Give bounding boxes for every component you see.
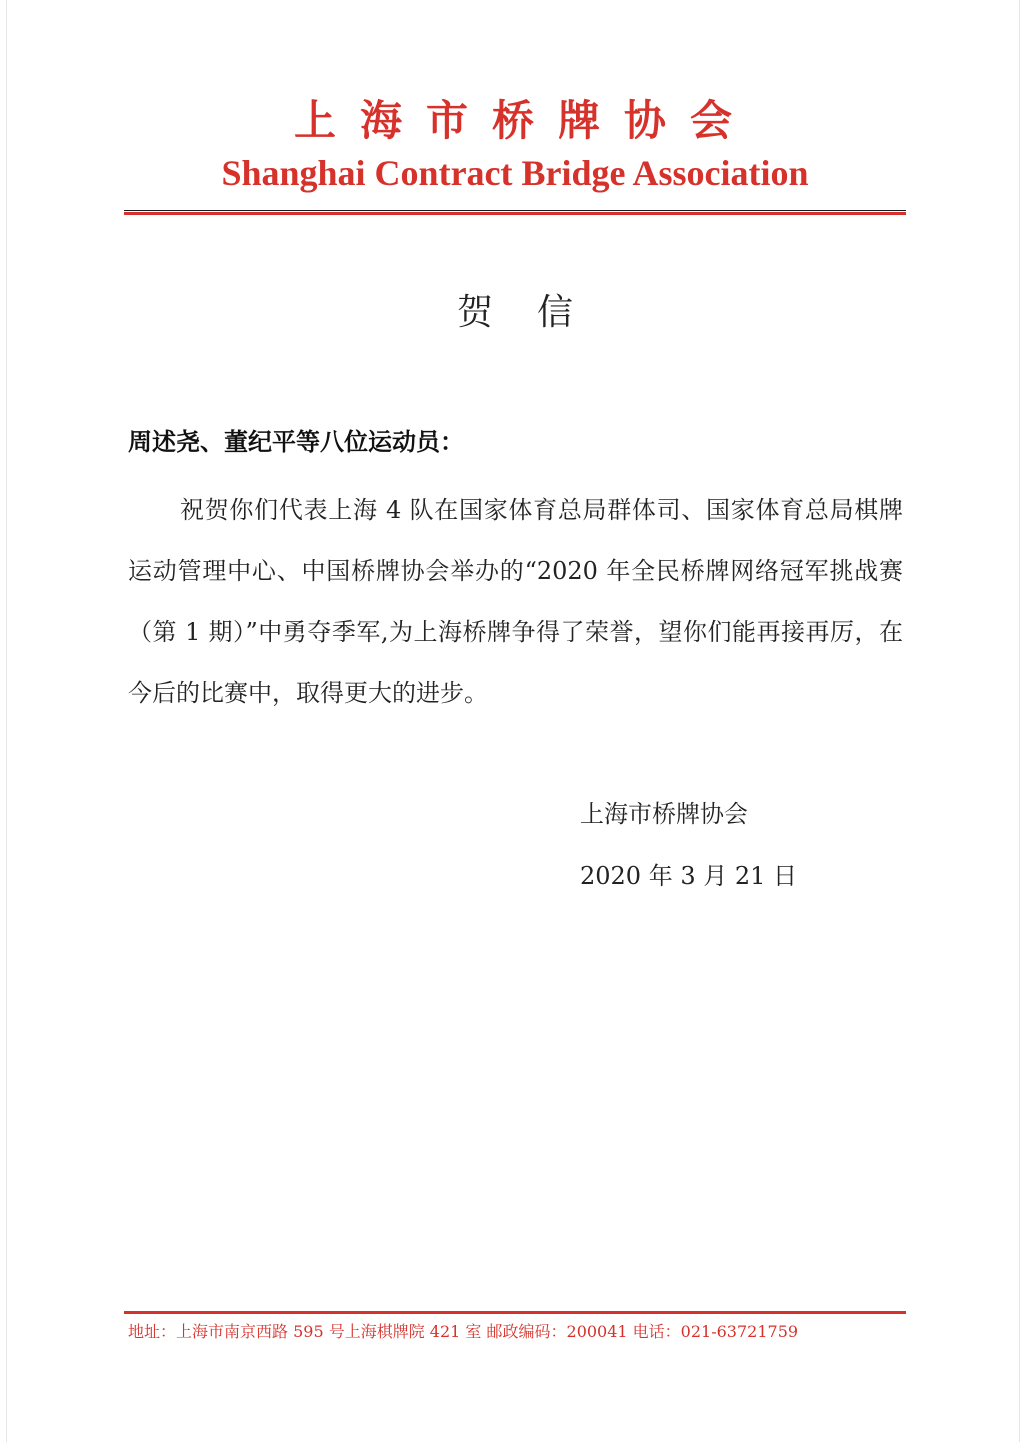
letterhead-org-name-cn: 上海市桥牌协会	[293, 96, 756, 145]
letter-title: 贺信	[456, 292, 617, 333]
signature-date: 2020 年 3 月 21 日	[580, 862, 798, 890]
footer-address: 地址：上海市南京西路 595 号上海棋牌院 421 室 邮政编码：200041 电话：021-63721759	[128, 1322, 799, 1341]
letterhead-divider-red	[124, 212, 906, 215]
signature-organization: 上海市桥牌协会	[580, 800, 748, 828]
footer-divider-red	[124, 1311, 906, 1314]
letter-salutation: 周述尧、董纪平等八位运动员：	[128, 428, 464, 456]
letter-body: 祝贺你们代表上海 4 队在国家体育总局群体司、国家体育总局棋牌运动管理中心、中国桥牌协会举办的“2020 年全民桥牌网络冠军挑战赛（第 1 期）”中勇夺季军,为上海桥牌争得了荣誉，望你们能再接再厉，在今后的比赛中，取得更大的进步。	[128, 496, 903, 707]
letterhead-divider-thin	[124, 210, 906, 211]
letterhead-org-name-en: Shanghai Contract Bridge Association	[221, 153, 809, 193]
